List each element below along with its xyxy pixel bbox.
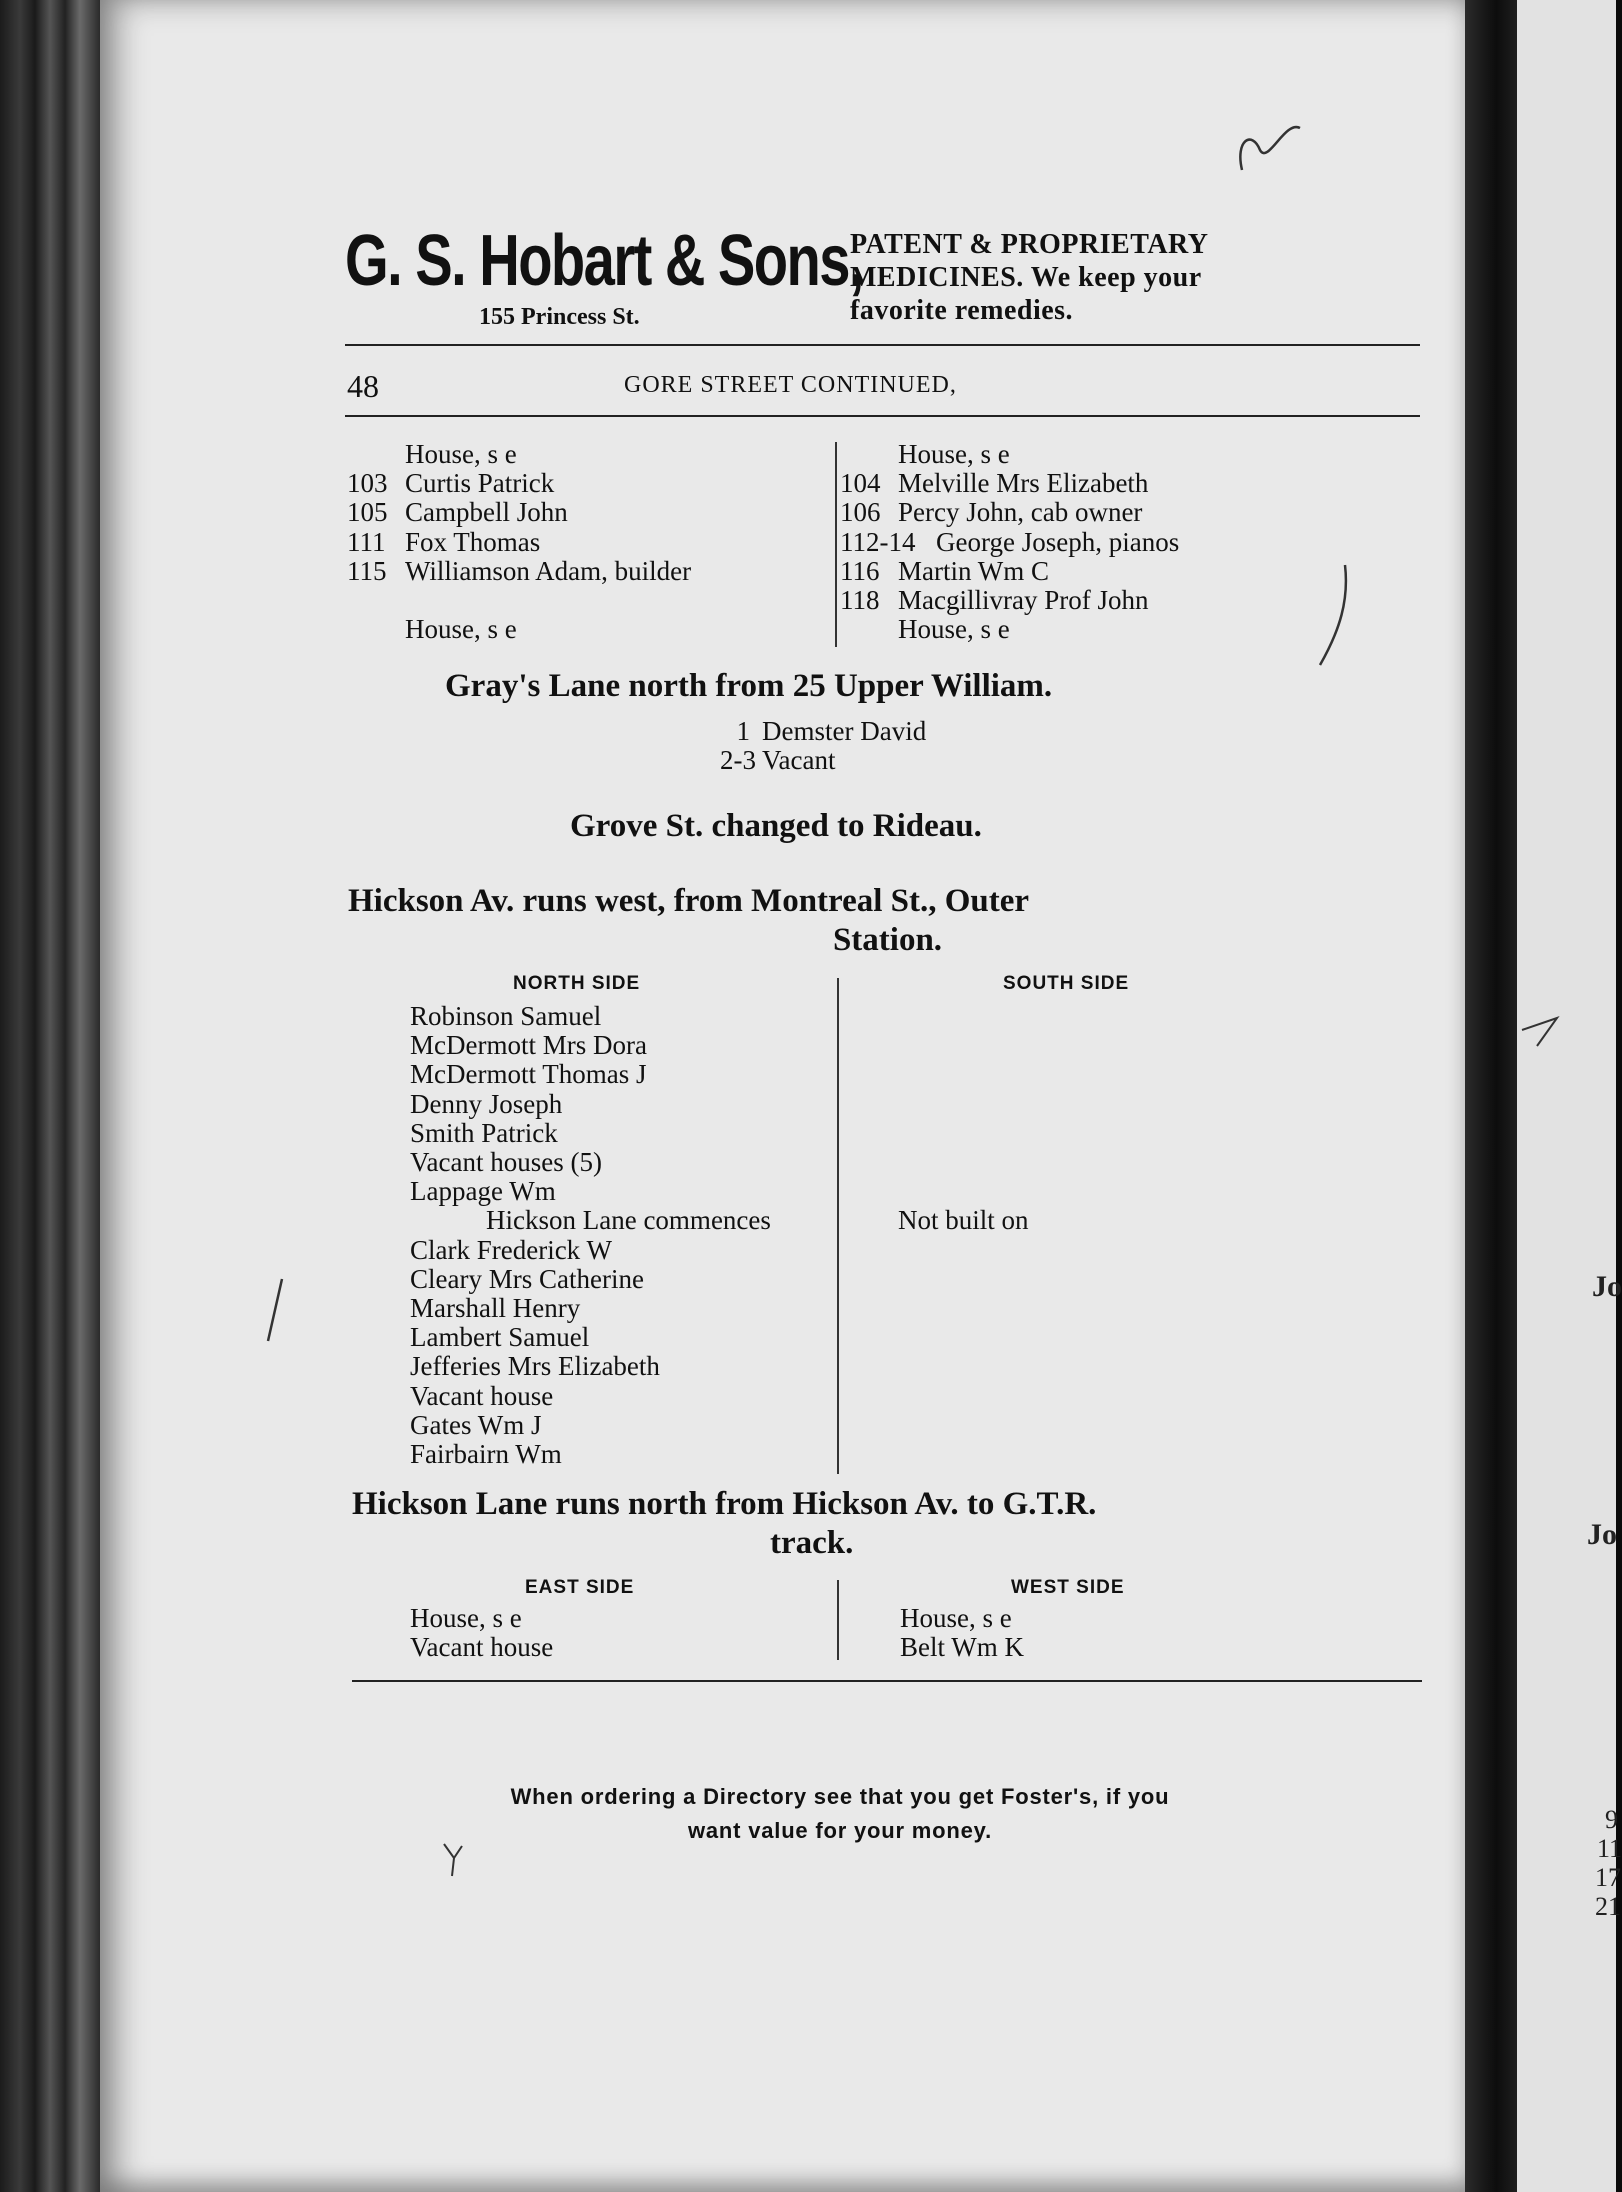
list-item: 105 Campbell John [347, 497, 568, 528]
list-item: McDermott Mrs Dora [410, 1030, 647, 1061]
page-number: 48 [347, 368, 379, 404]
list-item: Gates Wm J [410, 1409, 542, 1440]
list-item: Robinson Samuel [410, 1001, 602, 1031]
section-heading-hickson-lane-cont: track. [770, 1525, 854, 1561]
footer-note-line: When ordering a Directory see that you get Foster's, if you [510, 1784, 1170, 1809]
gore-street-right-column [840, 440, 1179, 644]
pencil-mark [1517, 1010, 1567, 1050]
list-item: McDermott Thomas J [410, 1059, 647, 1090]
list-item: Smith Patrick [410, 1117, 558, 1148]
book-binding [0, 0, 100, 2192]
section-heading-grays-lane: Gray's Lane north from 25 Upper William. [445, 668, 1053, 704]
list-item: Lambert Samuel [410, 1322, 590, 1353]
gore-street-left-column [347, 440, 691, 644]
pencil-mark [440, 1840, 470, 1880]
list-item: House, s e [405, 439, 517, 469]
list-item: 1 Demster David [736, 716, 927, 746]
hickson-lane-east-list [410, 1604, 553, 1662]
section-heading-hickson-av: Hickson Av. runs west, from Montreal St., Outer [348, 883, 1030, 919]
section-heading-hickson-lane: Hickson Lane runs north from Hickson Av. to G.T.R. [352, 1486, 1097, 1522]
edge-text-fragment: 17 [1595, 1863, 1621, 1892]
list-item: House, s e [898, 439, 1010, 469]
east-side-label: EAST SIDE [525, 1577, 635, 1598]
edge-text-fragment: 9 [1605, 1805, 1618, 1834]
list-item: Marshall Henry [410, 1293, 581, 1324]
ad-address: 155 Princess St. [479, 304, 640, 330]
ad-tagline-line: MEDICINES. We keep your [850, 262, 1202, 293]
list-item: Vacant houses (5) [410, 1147, 602, 1178]
footer-note-line: want value for your money. [687, 1818, 992, 1843]
list-item: 111 Fox Thomas [347, 526, 541, 557]
header-rule-bottom [345, 415, 1420, 417]
list-item: House, s e [898, 614, 1010, 645]
edge-text-fragment: Jo [1592, 1270, 1622, 1303]
list-item: Fairbairn Wm [410, 1439, 562, 1470]
column-divider [835, 442, 837, 647]
footer-note [290, 1780, 1390, 1848]
ad-tagline-line: PATENT & PROPRIETARY [850, 229, 1209, 260]
adjacent-page-edge [1517, 0, 1622, 2192]
list-item: House, s e [405, 614, 517, 645]
grays-lane-list [720, 717, 926, 775]
list-item: House, s e [410, 1603, 522, 1633]
pencil-mark [260, 1275, 290, 1345]
list-item: 116 Martin Wm C [840, 555, 1049, 586]
list-item [347, 586, 691, 615]
west-side-label: WEST SIDE [1011, 1577, 1125, 1598]
list-item: Lappage Wm [410, 1176, 556, 1207]
ad-company-name: G. S. Hobart & Sons, [345, 221, 863, 301]
ad-tagline [850, 228, 1320, 327]
section-heading-hickson-av-cont: Station. [832, 922, 943, 958]
list-item: 2-3 Vacant [720, 745, 836, 776]
list-item: 115 Williamson Adam, builder [347, 555, 692, 586]
footer-rule [352, 1680, 1422, 1682]
book-gutter [1465, 0, 1517, 2192]
ad-tagline-line: favorite remedies. [850, 295, 1074, 326]
running-head: GORE STREET CONTINUED, [624, 372, 957, 398]
list-item: 106 Percy John, cab owner [840, 497, 1143, 528]
list-item: Denny Joseph [410, 1088, 563, 1119]
list-item: Vacant house [410, 1632, 554, 1663]
column-divider [837, 1580, 839, 1660]
edge-text-fragment: Jo [1587, 1518, 1617, 1551]
north-side-label: NORTH SIDE [513, 973, 641, 994]
pencil-mark [1315, 560, 1355, 670]
list-item: Jefferies Mrs Elizabeth [410, 1351, 660, 1382]
list-item: 103 Curtis Patrick [347, 468, 555, 499]
column-divider [837, 978, 839, 1474]
advertisement [345, 220, 1425, 335]
list-item: Vacant house [410, 1380, 554, 1411]
list-item: Clark Frederick W [410, 1234, 612, 1265]
list-item: Cleary Mrs Catherine [410, 1263, 644, 1294]
list-item: Belt Wm K [900, 1632, 1024, 1663]
list-item: 118 Macgillivray Prof John [840, 585, 1149, 616]
list-item: 104 Melville Mrs Elizabeth [840, 468, 1149, 499]
header-rule-top [345, 344, 1420, 346]
hickson-av-south-note: Not built on [898, 1205, 1029, 1235]
south-side-label: SOUTH SIDE [1003, 973, 1130, 994]
directory-page [100, 0, 1465, 2192]
list-item: House, s e [900, 1603, 1012, 1633]
hickson-lane-west-list [900, 1604, 1024, 1662]
list-item: Hickson Lane commences [486, 1205, 771, 1236]
list-item: 112-14 George Joseph, pianos [840, 526, 1180, 557]
pencil-mark [1230, 110, 1310, 180]
hickson-av-north-list [410, 1002, 771, 1469]
edge-text-fragment: 11 [1597, 1834, 1622, 1863]
section-heading-grove-st: Grove St. changed to Rideau. [570, 808, 982, 844]
edge-text-fragment: 21 [1595, 1892, 1621, 1921]
